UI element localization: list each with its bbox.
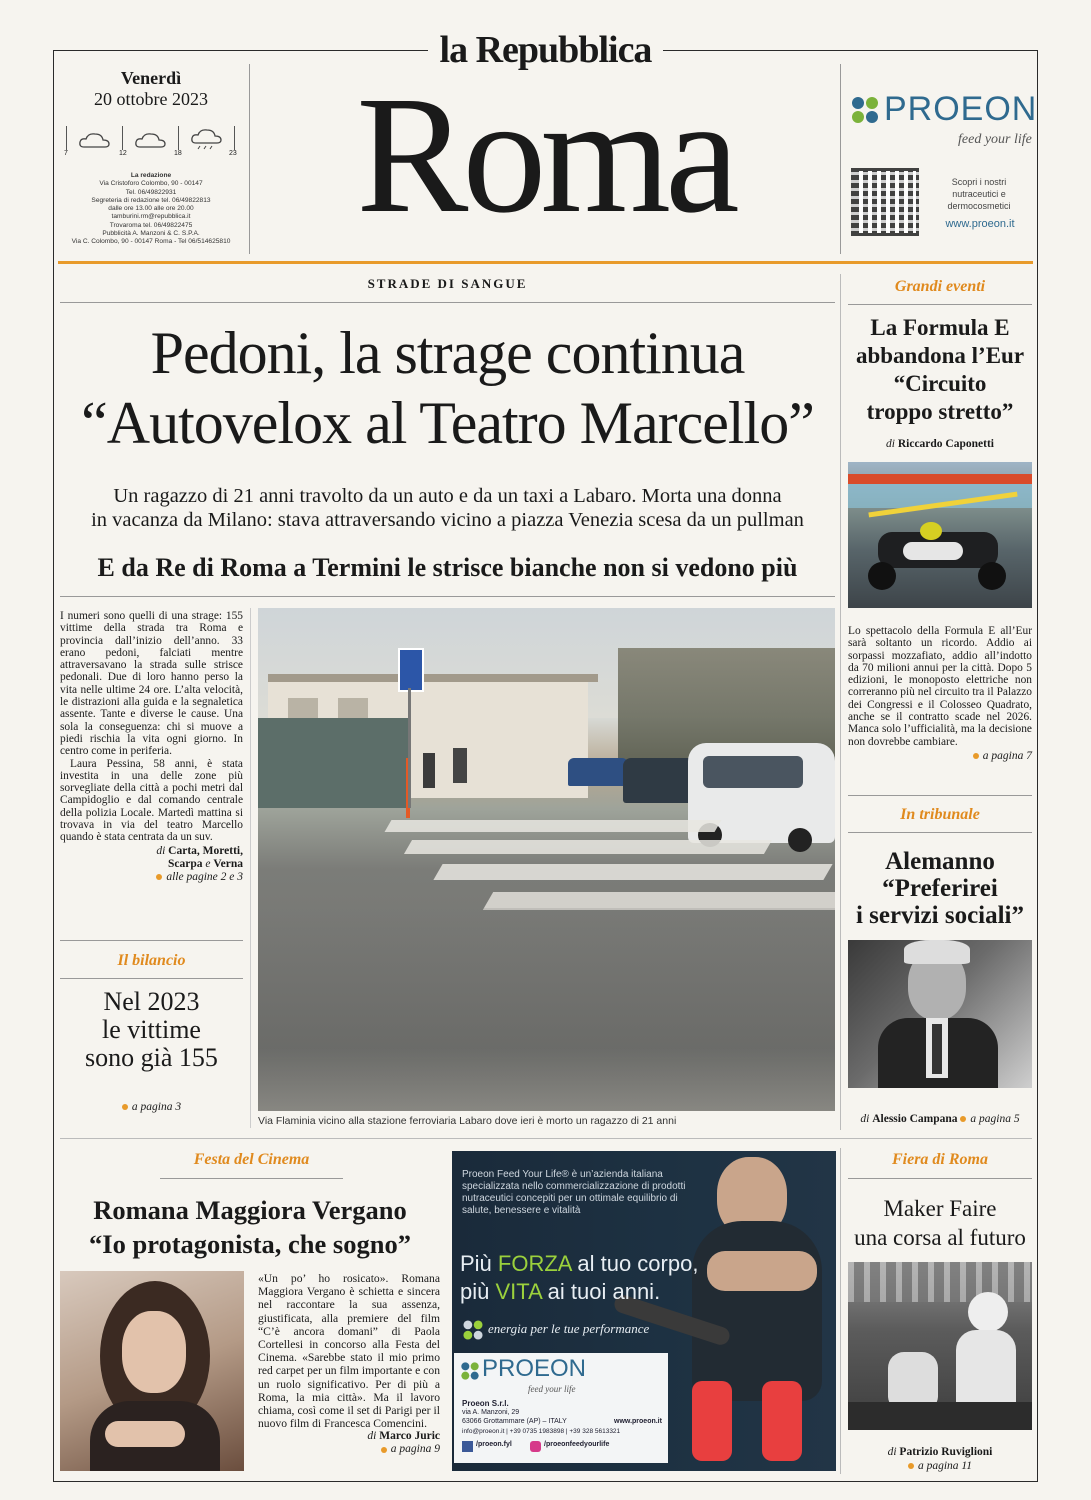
ad-top-brand: PROEON [884, 90, 1038, 128]
lead-photo [258, 608, 835, 1111]
weather-strip [64, 124, 240, 160]
ad-highlight: FORZA [497, 1251, 572, 1276]
proeon-logo-icon [850, 95, 880, 125]
bilancio-page[interactable] [60, 1101, 243, 1113]
byline-prefix: di [156, 844, 166, 857]
redazione-line: tamburini.rm@repubblica.it [111, 213, 191, 221]
newspaper-name: la Repubblica [439, 29, 652, 71]
ad-mid-web[interactable]: www.proeon.it [614, 1418, 662, 1425]
byline-name: Verna [213, 857, 243, 870]
lead-headline-2: “Autovelox al Teatro Marcello” [81, 390, 814, 456]
ad-mid-line-2 [460, 1279, 660, 1305]
formula-byline [848, 438, 1032, 450]
lead-deck-2: in vacanza da Milano: stava attraversando vicino a piazza Venezia scesa da un pullman [91, 509, 804, 531]
tribunale-title [848, 848, 1032, 929]
ad-mid-address: via A. Manzoni, 29 [462, 1409, 520, 1416]
lead-subhead: E da Re di Roma a Termini le strisce bianche non si vedono più [97, 553, 798, 582]
byline-prefix: di [367, 1430, 377, 1443]
fiera-kicker: Fiera di Roma [891, 1151, 988, 1168]
redazione-line: Via Cristoforo Colombo, 90 - 00147 [99, 180, 203, 188]
edition-title: Roma [356, 62, 734, 248]
tribunale-title-line: “Preferirei [882, 875, 998, 902]
fiera-title [848, 1194, 1032, 1252]
dateline [60, 68, 242, 110]
ad-top-tagline: feed your life [958, 132, 1032, 147]
byline-name: Alessio Campana [872, 1113, 958, 1125]
ad-mid[interactable] [452, 1151, 836, 1471]
redazione-line: dalle ore 13.00 alle ore 20.00 [108, 205, 194, 213]
ad-top-url[interactable]: www.proeon.it [945, 218, 1015, 230]
cinema-body-text: «Un po’ ho rosicato». Romana Maggiora Vergano è schietta e sincera nel raccontare la sua assenza, giustificata, alla premiere del film “C’è ancora domani” di Paola Cortellesi in concorso alla Festa del Cinema. «Sarebbe stato il mio primo red carpet per un film importante e con un ruolo significativo. Per di più a Roma, la mia città». Ma il lavoro chiama, così come il set di Parigi per il nuovo film di Francesca Comencini. [258, 1272, 440, 1431]
dateline-day: Venerdì [120, 68, 182, 88]
formula-body [848, 625, 1032, 762]
facebook-icon[interactable] [462, 1441, 473, 1452]
weather-hour: 7 [64, 150, 68, 157]
lead-deck-1: Un ragazzo di 21 anni travolto da un auto e da un taxi a Labaro. Morta una donna [113, 485, 782, 507]
formula-title-line: La Formula E [870, 315, 1010, 340]
fiera-title-line: una corsa al futuro [854, 1225, 1026, 1250]
formula-title-line: troppo stretto” [866, 399, 1014, 424]
byline-name: Marco Juric [379, 1430, 440, 1443]
bilancio-kicker: Il bilancio [117, 952, 186, 969]
byline-prefix: di [860, 1113, 870, 1125]
lead-body-p1: I numeri sono quelli di una strage: 155 vittime della strada tra Roma e provincia dall’inizio dell’anno. 33 erano pedoni, falciati mentre attraversavano la strada sulle strisce pedonali. Due di loro hanno perso la vita nelle ultime 24 ore. L’alta velocità, le distrazioni alla guida e la segnaletica assente. Tante e diverse le cause. Una sola la conseguenza: chi si muove a piedi rischia la vita ogni giorno. In centro come in periferia. [60, 610, 243, 758]
page-dot-icon [156, 874, 162, 880]
ad-mid-line-1 [460, 1251, 698, 1277]
ad-text: più [460, 1279, 496, 1304]
page-reference[interactable]: a pagina 5 [970, 1113, 1020, 1125]
tribunale-title-line: Alemanno [885, 848, 995, 875]
formula-photo [848, 462, 1032, 608]
cloud-icon [78, 130, 112, 150]
orange-rule [58, 261, 1033, 264]
redazione-title: La redazione [130, 172, 172, 179]
ad-mid-contacts: info@proeon.it | +39 0735 1983898 | +39 328 5613321 [462, 1428, 621, 1435]
cinema-title-2: “Io protagonista, che sogno” [89, 1229, 411, 1259]
redazione-line: Pubblicità A. Manzoni & C. S.P.A. [102, 230, 200, 238]
ad-top-cta: Scopri i nostri nutraceutici e dermocosmetici [947, 177, 1011, 211]
page-dot-icon [973, 753, 979, 759]
lead-headline-1: Pedoni, la strage continua [150, 320, 745, 386]
tribunale-byline [848, 1113, 1032, 1125]
byline-name: Scarpa [168, 857, 203, 870]
page-reference[interactable]: a pagina 7 [982, 749, 1032, 762]
formula-kicker: Grandi eventi [894, 278, 986, 295]
bilancio-title-line: Nel 2023 [103, 987, 200, 1016]
ad-text: al tuo corpo, [571, 1251, 699, 1276]
cinema-body [258, 1272, 440, 1456]
page-dot-icon [122, 1104, 128, 1110]
fiera-byline [848, 1445, 1032, 1473]
ad-highlight: VITA [495, 1279, 542, 1304]
cloud-icon [190, 126, 224, 150]
cloud-icon [134, 130, 168, 150]
ad-mid-address: 63066 Grottammare (AP) – ITALY [462, 1418, 567, 1425]
ad-mid-card [454, 1353, 668, 1463]
ad-top[interactable] [848, 88, 1038, 248]
page-dot-icon [381, 1447, 387, 1453]
formula-body-text: Lo spettacolo della Formula E all’Eur sarà soltanto un ricordo. Addio ai sorpassi mozzafiato, addio all’indotto da 70 milioni annui per la città. Dopo 5 edizioni, le monoposto elettriche non correranno più nel circuito tra il Palazzo dei Congressi e il Colosseo Quadrato, anche se il contratto scade nel 2026. Manca solo l’ufficialità, ma la decisione non dovrebbe cambiare. [848, 625, 1032, 748]
dateline-date: 20 ottobre 2023 [94, 89, 208, 109]
ad-mid-brand: PROEON [482, 1355, 587, 1382]
formula-title-line: abbandona l’Eur [855, 343, 1025, 368]
tribunale-photo [848, 940, 1032, 1088]
cinema-photo [60, 1271, 244, 1471]
formula-title [848, 314, 1032, 426]
redazione-line: Via C. Colombo, 90 - 00147 Roma - Tel 06/514625810 [71, 238, 231, 246]
ad-mid-slogan: energia per le tue performance [488, 1321, 650, 1336]
fiera-title-line: Maker Faire [883, 1196, 997, 1221]
weather-hour: 23 [229, 150, 237, 157]
fiera-photo [848, 1262, 1032, 1430]
ad-mid-intro: Proeon Feed Your Life® è un’azienda italiana specializzata nello commercializzazione di prodotti nutraceutici concepiti per un ottimale equilibrio di salute, benessere e vitalità [462, 1169, 686, 1216]
page-reference[interactable]: alle pagine 2 e 3 [166, 870, 243, 883]
lead-photo-caption: Via Flaminia vicino alla stazione ferroviaria Labaro dove ieri è morto un ragazzo di 21 anni [258, 1115, 677, 1127]
ad-text: ai tuoi anni. [541, 1279, 661, 1304]
redazione-line: Segreteria di redazione tel. 06/49822813 [91, 196, 211, 204]
lead-kicker: STRADE DI SANGUE [367, 276, 528, 291]
ad-mid-company: Proeon S.r.l. [462, 1399, 509, 1408]
tribunale-title-line: i servizi sociali” [855, 902, 1025, 929]
lead-byline [60, 845, 243, 884]
weather-hour: 12 [119, 150, 127, 157]
bilancio-title [60, 988, 243, 1072]
byline-name: Riccardo Caponetti [897, 438, 994, 450]
page-dot-icon [960, 1116, 966, 1122]
page-dot-icon [908, 1463, 914, 1469]
ad-mid-ig[interactable]: /proeonfeedyourlife [544, 1441, 610, 1448]
page-reference[interactable]: a pagina 3 [131, 1101, 182, 1113]
byline-prefix: di [886, 438, 895, 450]
instagram-icon[interactable] [530, 1441, 541, 1452]
ad-mid-tagline: feed your life [528, 1384, 576, 1394]
byline-name: Carta, Moretti, [168, 844, 243, 857]
page-reference[interactable]: a pagina 9 [390, 1443, 440, 1456]
ad-text: Più [460, 1251, 498, 1276]
formula-title-line: “Circuito [893, 371, 987, 396]
bilancio-title-line: le vittime [102, 1015, 201, 1044]
redazione-box [60, 172, 242, 247]
redazione-line: Tel. 06/49822931 [125, 188, 177, 196]
tribunale-kicker: In tribunale [900, 806, 980, 823]
cinema-kicker: Festa del Cinema [193, 1151, 310, 1168]
byline-prefix: di [887, 1446, 897, 1458]
lead-body [60, 610, 243, 884]
weather-hour: 18 [174, 150, 182, 157]
proeon-logo-icon [462, 1319, 484, 1341]
bilancio-title-line: sono già 155 [85, 1043, 218, 1072]
proeon-logo-icon [460, 1361, 480, 1381]
cinema-title-1: Romana Maggiora Vergano [93, 1195, 407, 1225]
redazione-line: Trovaroma tel. 06/49822475 [109, 221, 193, 229]
lead-body-p2: Laura Pessina, 58 anni, è stata investita in una delle zone più sorvegliate della città a pochi metri dal Campidoglio e dal comando centrale della polizia Locale. Martedì mattina si trovava in via del teatro Marcello quando è stata centrata da un suv. [60, 757, 243, 844]
page-reference[interactable]: a pagina 11 [917, 1460, 973, 1472]
ad-mid-fb[interactable]: /proeon.fyl [476, 1441, 512, 1448]
byline-and: e [205, 857, 211, 870]
byline-name: Patrizio Ruviglioni [899, 1446, 993, 1458]
